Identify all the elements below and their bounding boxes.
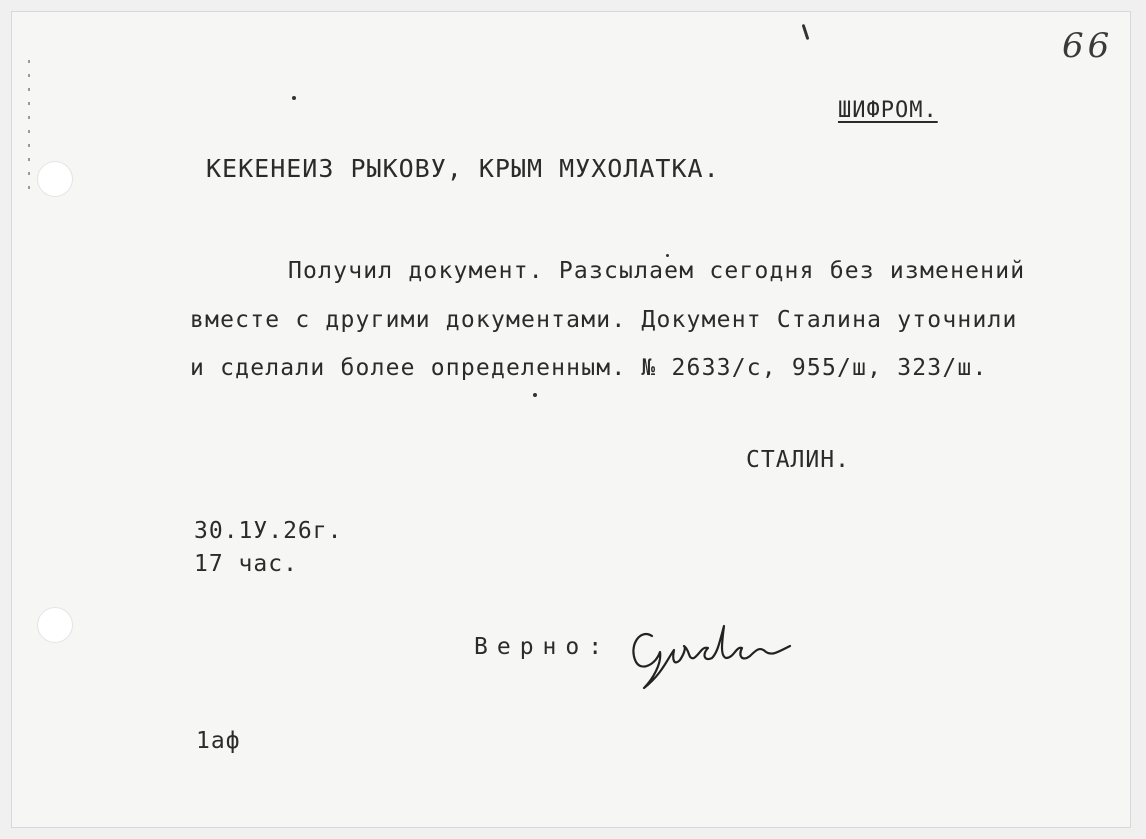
body-line-1: Получил документ. Разсылаем сегодня без изменений: [288, 258, 1026, 284]
ink-speck: [292, 96, 296, 100]
body-line-3: и сделали более определенным. № 2633/с, 955/ш, 323/ш.: [190, 355, 988, 381]
sender-signature: СТАЛИН.: [746, 447, 850, 473]
copy-mark: 1аф: [196, 728, 241, 754]
cipher-heading: ШИФРОМ.: [838, 98, 938, 123]
handwritten-signature: [622, 606, 798, 694]
page-number: 66: [1062, 26, 1114, 66]
body-line-2: вместе с другими документами. Документ Сталина уточнили: [190, 307, 1018, 333]
binding-edge-marks: [28, 60, 30, 200]
punch-hole-bottom: [38, 608, 72, 642]
punch-hole-top: [38, 162, 72, 196]
ink-speck: [533, 393, 537, 397]
telegram-address: КЕКЕНЕИЗ РЫКОВУ, КРЫМ МУХОЛАТКА.: [206, 154, 720, 183]
certification-label: Верно:: [474, 634, 612, 660]
document-page: [12, 12, 1130, 827]
ink-speck: [666, 254, 669, 257]
document-date: 30.1У.26г.: [194, 518, 343, 544]
document-time: 17 час.: [194, 551, 298, 577]
